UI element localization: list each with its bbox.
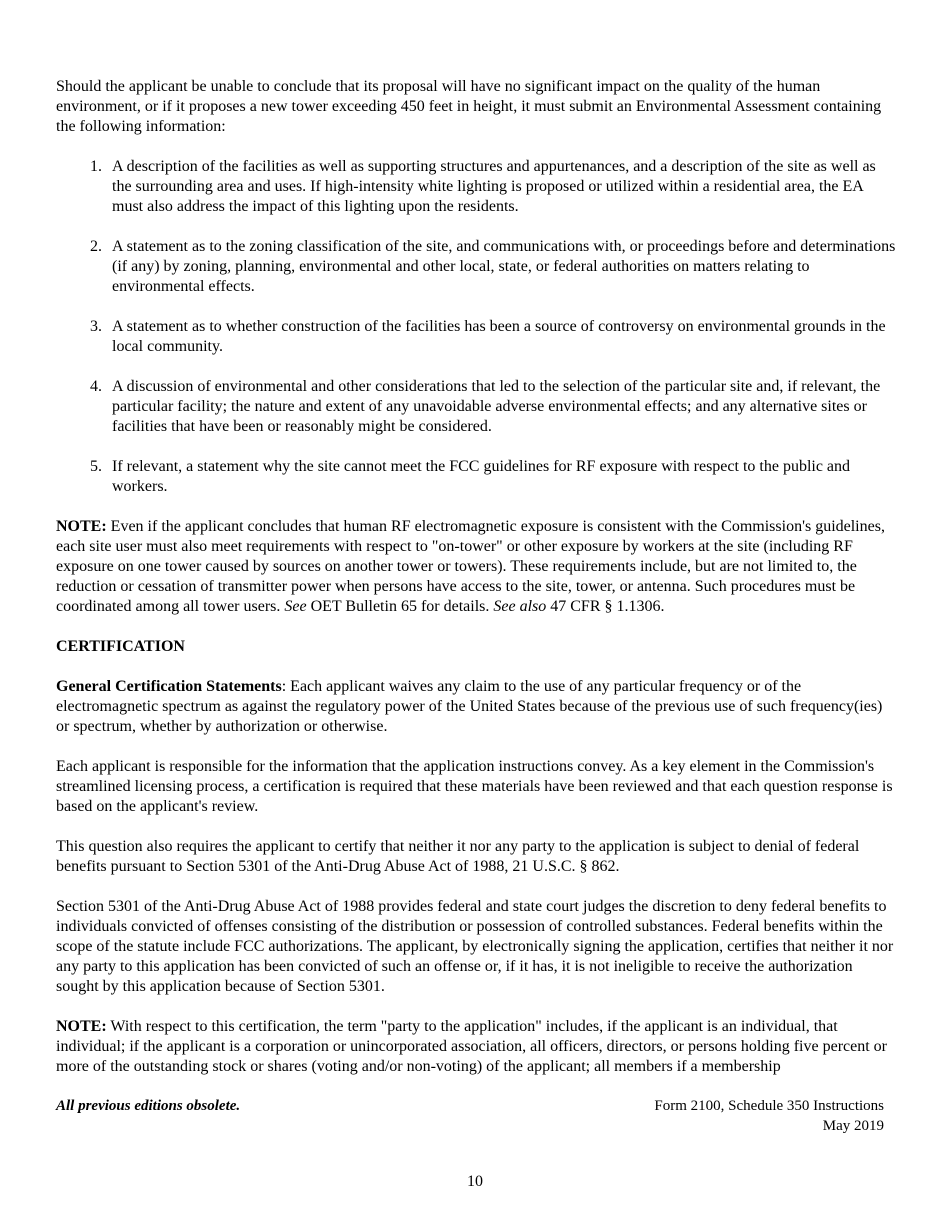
note-text: With respect to this certification, the term "party to the application" includes, if the applicant is an individual, that individual; if the applicant is a corporation or unincorporated association, all officers, directors, or persons holding five percent or more of the outstanding stock or shares (voting and/or non-voting) of the applicant; all members if a membership — [56, 1018, 888, 1075]
note-label: NOTE: — [56, 1018, 107, 1035]
see-citation-text: OET Bulletin 65 for details. — [306, 598, 494, 615]
list-item-text: A discussion of environmental and other considerations that led to the selection of the particular site and, if relevant, the particular facility; the nature and extent of any unavoidable adverse environmental effects; and any alternative sites or facilities that have been or reasonably might be considered. — [112, 378, 881, 435]
list-item-number: 4. — [90, 378, 102, 395]
list-item — [56, 317, 896, 357]
list-item-text: If relevant, a statement why the site cannot meet the FCC guidelines for RF exposure with respect to the public and workers. — [112, 458, 851, 495]
general-certification-label: General Certification Statements — [56, 678, 282, 695]
note-text: Even if the applicant concludes that human RF electromagnetic exposure is consistent with the Commission's guidelines, each site user must also meet requirements with respect to "on-tower" or other exposure by workers at the site (including RF exposure on one tower caused by sources on another tower or towers). These requirements include, but are not limited to, the reduction or cessation of transmitter power when persons have access to the site, tower, or antenna. Such procedures must be coordinated among all tower users. — [56, 518, 885, 615]
intro-paragraph: Should the applicant be unable to conclude that its proposal will have no significant impact on the quality of the human environment, or if it proposes a new tower exceeding 450 feet in height, it must submit an Environmental Assessment containing the following information: — [56, 78, 882, 135]
list-item-text: A description of the facilities as well as supporting structures and appurtenances, and a description of the site as well as the surrounding area and uses. If high-intensity white lighting is proposed or utilized within a residential area, the EA must also address the impact of this lighting upon the residents. — [112, 158, 876, 215]
environmental-assessment-list — [56, 157, 896, 497]
page-number: 10 — [467, 1173, 483, 1190]
footer-obsolete-notice: All previous editions obsolete. — [56, 1098, 241, 1114]
list-item-text: A statement as to the zoning classification of the site, and communications with, or proceedings before and determinations (if any) by zoning, planning, environmental and other local, state, or federal authorities on matters relating to environmental effects. — [112, 238, 896, 295]
list-item-number: 5. — [90, 458, 102, 475]
certification-heading: CERTIFICATION — [56, 638, 185, 655]
list-item-text: A statement as to whether construction of the facilities has been a source of controversy on environmental grounds in the local community. — [112, 318, 886, 355]
document-body — [56, 77, 896, 1097]
note-label: NOTE: — [56, 518, 107, 535]
list-item-number: 2. — [90, 238, 102, 255]
footer-form-info — [654, 1096, 884, 1136]
rf-exposure-note — [56, 517, 896, 617]
list-item — [56, 457, 896, 497]
list-item — [56, 237, 896, 297]
see-citation-label: See — [284, 598, 307, 615]
party-definition-note — [56, 1017, 896, 1077]
see-also-citation-label: See also — [493, 598, 547, 615]
footer-form-title: Form 2100, Schedule 350 Instructions — [654, 1098, 884, 1114]
list-item-number: 1. — [90, 158, 102, 175]
list-item-number: 3. — [90, 318, 102, 335]
anti-drug-certification-paragraph: This question also requires the applicant to certify that neither it nor any party to the application is subject to denial of federal benefits pursuant to Section 5301 of the Anti-Drug Abuse Act of 1988, 21 U.S.C. § 862. — [56, 838, 860, 875]
general-certification-paragraph — [56, 677, 896, 737]
list-item — [56, 157, 896, 217]
section-5301-paragraph: Section 5301 of the Anti-Drug Abuse Act of 1988 provides federal and state court judges the discretion to deny federal benefits to individuals convicted of offenses consisting of the distribution or possession of controlled substances. Federal benefits within the scope of the statute include FCC authorizations. The applicant, by electronically signing the application, certifies that neither it nor any party to this application has been convicted of such an offense or, if it has, it is not ineligible to receive the authorization sought by this application because of Section 5301. — [56, 898, 894, 995]
responsibility-paragraph: Each applicant is responsible for the information that the application instructions convey. As a key element in the Commission's streamlined licensing process, a certification is required that these materials have been reviewed and that each question response is based on the applicant's review. — [56, 758, 893, 815]
general-certification-text: : Each applicant waives any claim to the use of any particular frequency or of the electromagnetic spectrum as against the regulatory power of the United States because of the previous use of such frequency(ies) or spectrum, whether by authorization or otherwise. — [56, 678, 883, 735]
footer-form-date: May 2019 — [822, 1118, 884, 1134]
list-item — [56, 377, 896, 437]
see-also-citation-text: 47 CFR § 1.1306. — [546, 598, 665, 615]
